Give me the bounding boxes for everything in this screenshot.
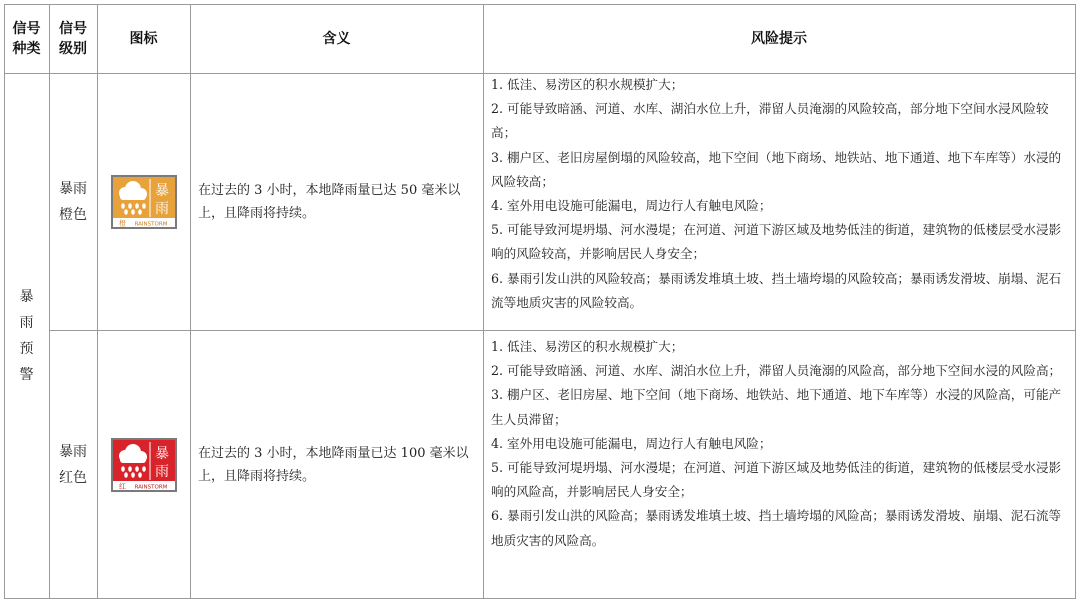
rainstorm-red-icon: [111, 438, 177, 492]
level-cell-orange: [49, 73, 97, 330]
risk-item: 2. 可能导致暗涵、河道、水库、湖泊水位上升，滞留人员淹溺的风险较高，部分地下空间水浸风险较高；: [491, 101, 1049, 141]
icon-small-en: RAINSTORM: [134, 221, 167, 227]
icon-main-char: 暴: [154, 445, 169, 462]
icon-main-char: 雨: [154, 463, 169, 480]
signal-type-char: 暴: [19, 288, 34, 305]
level-label-line1: 暴雨: [59, 180, 87, 197]
meaning-cell-red: [190, 331, 483, 598]
icon-main-char: 雨: [154, 200, 169, 217]
level-cell-red: [49, 331, 97, 598]
risk-item: 4. 室外用电设施可能漏电，周边行人有触电风险；: [491, 198, 772, 214]
risk-item: 2. 可能导致暗涵、河道、水库、湖泊水位上升，滞留人员淹溺的风险高，部分地下空间水浸的风险高；: [491, 363, 1062, 379]
risk-item: 3. 棚户区、老旧房屋倒塌的风险较高，地下空间（地下商场、地铁站、地下通道、地下车库等）水浸的风险较高；: [491, 149, 1062, 189]
icon-cell-orange: [97, 73, 190, 330]
risk-item: 6. 暴雨引发山洪的风险较高；暴雨诱发堆填土坡、挡土墙垮塌的风险较高；暴雨诱发滑坡、崩塌、泥石流等地质灾害的风险较高。: [491, 270, 1062, 310]
icon-small-en: RAINSTORM: [134, 484, 167, 490]
icon-cell-red: [97, 331, 190, 598]
signal-type-cell: [4, 73, 49, 598]
risk-item: 5. 可能导致河堤坍塌、河水漫堤；在河道、河道下游区域及地势低洼的街道，建筑物的低楼层受水浸影响的风险较高，并影响居民人身安全；: [491, 222, 1062, 262]
meaning-text: 在过去的 3 小时，本地降雨量已达 100 毫米以上，且降雨将持续。: [198, 445, 469, 484]
risk-item: 6. 暴雨引发山洪的风险高；暴雨诱发堆填土坡、挡土墙垮塌的风险高；暴雨诱发滑坡、崩塌、泥石流等地质灾害的风险高。: [491, 508, 1062, 548]
risk-item: 3. 棚户区、老旧房屋、地下空间（地下商场、地铁站、地下通道、地下车库等）水浸的风险高，可能产生人员滞留；: [491, 387, 1062, 427]
header-meaning: 含义: [322, 30, 351, 47]
meaning-cell-orange: [190, 73, 483, 330]
signal-type-char: 预: [19, 340, 34, 357]
header-icon: 图标: [129, 30, 158, 47]
header-risk: 风险提示: [751, 30, 807, 47]
header-signal-type-line2: 种类: [12, 40, 41, 57]
level-label-line1: 暴雨: [59, 443, 87, 460]
header-signal-type-line1: 信号: [12, 20, 41, 37]
table-border-bottom: [4, 598, 1076, 599]
risk-item: 4. 室外用电设施可能漏电，周边行人有触电风险；: [491, 435, 772, 451]
level-label-line2: 红色: [59, 469, 87, 486]
icon-small-char: 橙: [118, 219, 126, 227]
icon-main-char: 暴: [154, 182, 169, 199]
risk-cell-orange: [483, 73, 1075, 330]
rainstorm-orange-icon: [111, 175, 177, 229]
meaning-text: 在过去的 3 小时，本地降雨量已达 50 毫米以上，且降雨将持续。: [198, 182, 461, 221]
risk-item: 1. 低洼、易涝区的积水规模扩大；: [491, 77, 684, 92]
level-label-line2: 橙色: [59, 206, 87, 223]
signal-type-char: 警: [19, 366, 34, 383]
risk-item: 1. 低洼、易涝区的积水规模扩大；: [491, 339, 684, 354]
icon-small-char: 红: [118, 482, 126, 490]
header-signal-type: [4, 4, 49, 73]
table-border-right: [1075, 4, 1076, 599]
header-signal-level-line1: 信号: [59, 20, 87, 37]
header-signal-level-line2: 级别: [59, 40, 87, 57]
header-signal-level: [49, 4, 97, 73]
risk-cell-red: [483, 335, 1075, 598]
signal-type-char: 雨: [19, 314, 34, 331]
risk-item: 5. 可能导致河堤坍塌、河水漫堤；在河道、河道下游区域及地势低洼的街道，建筑物的低楼层受水浸影响的风险高，并影响居民人身安全；: [491, 460, 1062, 500]
